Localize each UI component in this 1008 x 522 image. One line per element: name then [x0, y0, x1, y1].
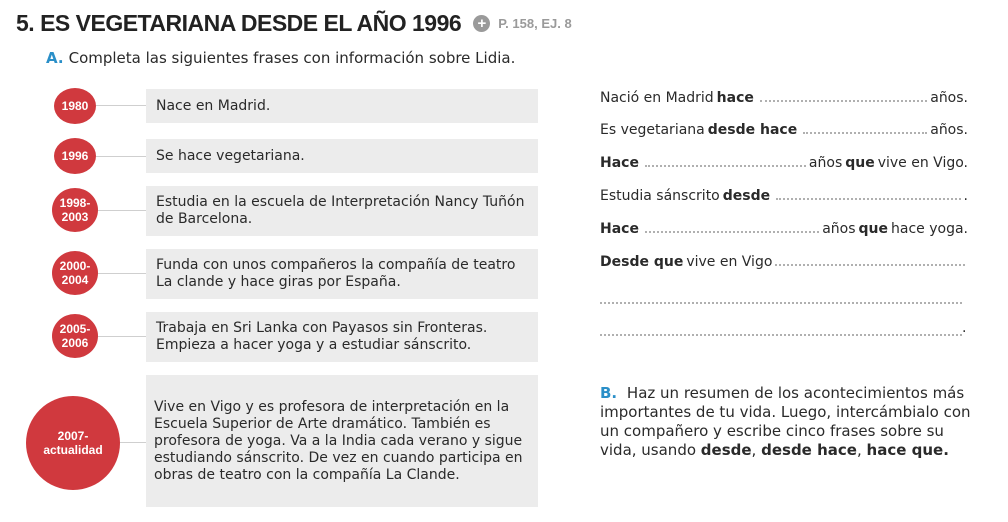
- blank-dots: [775, 264, 965, 266]
- task-b-letter: B.: [600, 384, 618, 402]
- year-badge-2000-2004: 2000- 2004: [52, 251, 98, 295]
- blank-dots: [776, 198, 960, 200]
- sentence-keyword: Hace: [600, 155, 639, 171]
- blank-line: [600, 332, 962, 336]
- exercise-title: [16, 6, 572, 40]
- timeline-connector: [116, 442, 146, 443]
- sentence-text: años: [822, 221, 856, 237]
- sentence-text: .: [963, 188, 968, 204]
- sentence-keyword: hace: [716, 90, 754, 106]
- year-badge-2007-actualidad: 2007- actualidad: [26, 396, 120, 490]
- task-b-keyword: hace que.: [866, 441, 949, 459]
- blank-dots: [803, 132, 927, 134]
- sentence-4: [600, 184, 968, 204]
- sentence-keyword: desde: [722, 188, 771, 204]
- year-badge-1980: 1980: [54, 88, 96, 124]
- task-b-punct: ,: [751, 441, 757, 459]
- task-b-text: Haz un resumen de los acontecimientos más importantes de tu vida. Luego, intercámbialo con un compañero y escribe cinco frases sobre su vida, usando: [600, 384, 971, 459]
- timeline-entry-2000-2004: Funda con unos compañeros la compañía de teatro La clande y hace giras por España.: [146, 249, 538, 299]
- plus-icon: +: [473, 15, 490, 32]
- exercise-title-text: 5. ES VEGETARIANA DESDE EL AÑO 1996: [16, 9, 462, 36]
- task-b-keyword: desde: [700, 441, 752, 459]
- task-a-text: Completa las siguientes frases con información sobre Lidia.: [68, 49, 516, 67]
- page-reference: P. 158, EJ. 8: [498, 15, 572, 31]
- sentence-text: hace yoga.: [891, 221, 968, 237]
- sentence-text: años.: [930, 122, 968, 138]
- sentence-6: [600, 250, 968, 270]
- sentence-2: [600, 118, 968, 138]
- sentence-keyword: Desde que: [600, 254, 684, 270]
- blank-line: [600, 300, 962, 304]
- sentence-1: [600, 86, 968, 106]
- blank-dots: [760, 100, 927, 102]
- year-badge-1996: 1996: [54, 138, 96, 174]
- sentence-keyword: Hace: [600, 221, 639, 237]
- timeline-entry-1980: Nace en Madrid.: [146, 89, 538, 123]
- timeline-entry-2005-2006: Trabaja en Sri Lanka con Payasos sin Fronteras. Empieza a hacer yoga y a estudiar sánscrito.: [146, 312, 538, 362]
- sentence-text: Es vegetariana: [600, 122, 705, 138]
- timeline-connector: [96, 210, 146, 211]
- sentence-5: [600, 217, 968, 237]
- sentence-text: Estudia sánscrito: [600, 188, 720, 204]
- timeline-entry-1998-2003: Estudia en la escuela de Interpretación Nancy Tuñón de Barcelona.: [146, 186, 538, 236]
- year-badge-1998-2003: 1998- 2003: [52, 188, 98, 232]
- blank-dots: [645, 165, 806, 167]
- timeline-entry-2007-actualidad: Vive en Vigo y es profesora de interpretación en la Escuela Superior de Arte dramático. También es profesora de yoga. Va a la India cada verano y sigue estudiando sánscrito. De vez en cuando participa en obras de teatro con la compañía La Clande.: [146, 375, 538, 507]
- sentence-text: años.: [930, 90, 968, 106]
- final-period: .: [962, 320, 967, 336]
- task-b-instruction: [600, 384, 980, 460]
- blank-dots: [645, 231, 819, 233]
- task-a-instruction: [46, 49, 515, 67]
- sentence-text: años: [808, 155, 843, 171]
- sentence-text: vive en Vigo: [686, 254, 773, 270]
- timeline-connector: [96, 336, 146, 337]
- task-a-letter: A.: [46, 49, 64, 67]
- sentence-keyword: desde hace: [707, 122, 798, 138]
- sentence-keyword: que: [845, 155, 875, 171]
- year-badge-2005-2006: 2005- 2006: [52, 314, 98, 358]
- task-b-keyword: desde hace: [761, 441, 857, 459]
- timeline-entry-1996: Se hace vegetariana.: [146, 139, 538, 173]
- sentence-3: [600, 151, 968, 171]
- task-b-punct: ,: [856, 441, 862, 459]
- sentence-keyword: que: [858, 221, 889, 237]
- sentence-text: Nació en Madrid: [600, 90, 714, 106]
- sentence-text: vive en Vigo.: [877, 155, 968, 171]
- timeline-connector: [96, 105, 146, 106]
- timeline-connector: [96, 156, 146, 157]
- timeline-connector: [96, 273, 146, 274]
